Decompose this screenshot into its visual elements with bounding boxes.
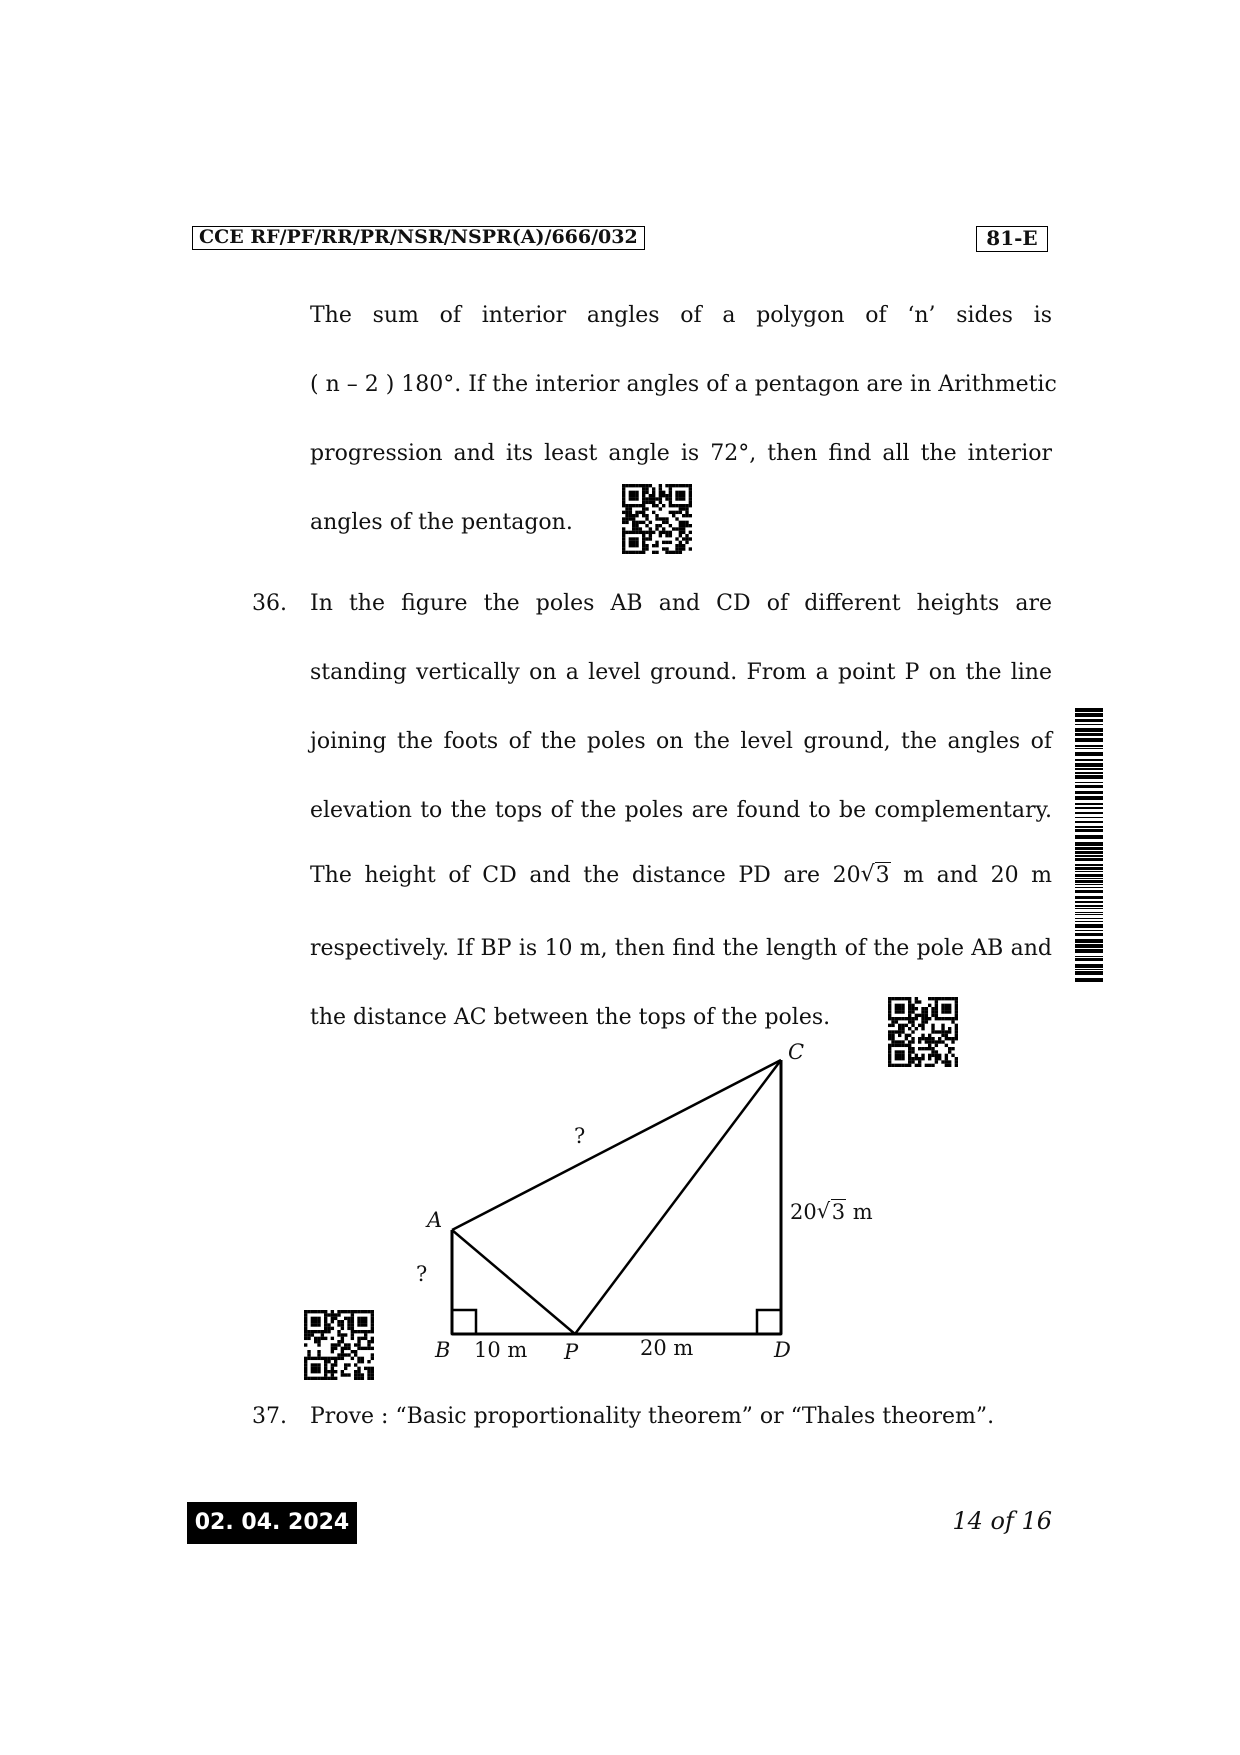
q36-line-6: respectively. If BP is 10 m, then find the length of the pole AB and: [310, 936, 1052, 961]
label-pd: 20 m: [640, 1336, 694, 1360]
page-number: 14 of 16: [952, 1507, 1052, 1535]
label-c: C: [788, 1040, 805, 1064]
q37-text: Prove : “Basic proportionality theorem” or “Thales theorem”.: [310, 1404, 995, 1429]
qr-code-icon: [304, 1310, 374, 1380]
q37-number: 37.: [252, 1404, 287, 1429]
q36-line-5-start: The height of CD and the distance PD are 20: [310, 863, 861, 888]
label-p: P: [564, 1340, 579, 1364]
label-bp: 10 m: [474, 1338, 528, 1362]
q36-line-4: elevation to the tops of the poles are found to be complementary.: [310, 798, 1052, 823]
line-ap: [452, 1230, 575, 1334]
line-cp: [575, 1060, 781, 1334]
label-b: B: [435, 1338, 451, 1362]
sqrt-3: √ 3: [860, 862, 890, 888]
label-ab-unknown: ?: [416, 1262, 428, 1286]
label-cd-coefficient: 20: [790, 1200, 817, 1224]
paper-code: CCE RF/PF/RR/PR/NSR/NSPR(A)/666/032: [192, 226, 645, 250]
label-cd-height: [790, 1200, 873, 1224]
sqrt-3-radicand: 3: [875, 863, 890, 888]
q36-line-1: In the figure the poles AB and CD of different heights are: [310, 591, 1052, 616]
paper-number: 81-E: [976, 226, 1048, 252]
label-a: A: [427, 1208, 443, 1232]
label-ac-unknown: ?: [574, 1124, 586, 1148]
q35-line-4: angles of the pentagon.: [310, 510, 573, 535]
q35-line-1: The sum of interior angles of a polygon of ‘n’ sides is: [310, 303, 1052, 328]
q35-line-3: progression and its least angle is 72°, then find all the interior: [310, 441, 1052, 466]
label-d: D: [774, 1338, 791, 1362]
label-cd-radicand: 3: [831, 1200, 846, 1224]
q35-line-2: ( n – 2 ) 180°. If the interior angles of a pentagon are in Arithmetic: [310, 372, 1057, 397]
q36-line-2: standing vertically on a level ground. From a point P on the line: [310, 660, 1052, 685]
label-cd-unit: m: [846, 1200, 873, 1224]
right-angle-d: [757, 1310, 781, 1334]
exam-date: 02. 04. 2024: [187, 1502, 357, 1544]
label-cd-sqrt-3: √ 3: [816, 1199, 846, 1224]
right-angle-b: [452, 1310, 476, 1334]
line-ac: [452, 1060, 781, 1230]
q36-line-5-end: m and 20 m: [890, 863, 1053, 888]
q36-line-3: joining the foots of the poles on the level ground, the angles of: [310, 729, 1052, 754]
q36-line-7: the distance AC between the tops of the poles.: [310, 1005, 831, 1030]
q36-number: 36.: [252, 591, 287, 616]
